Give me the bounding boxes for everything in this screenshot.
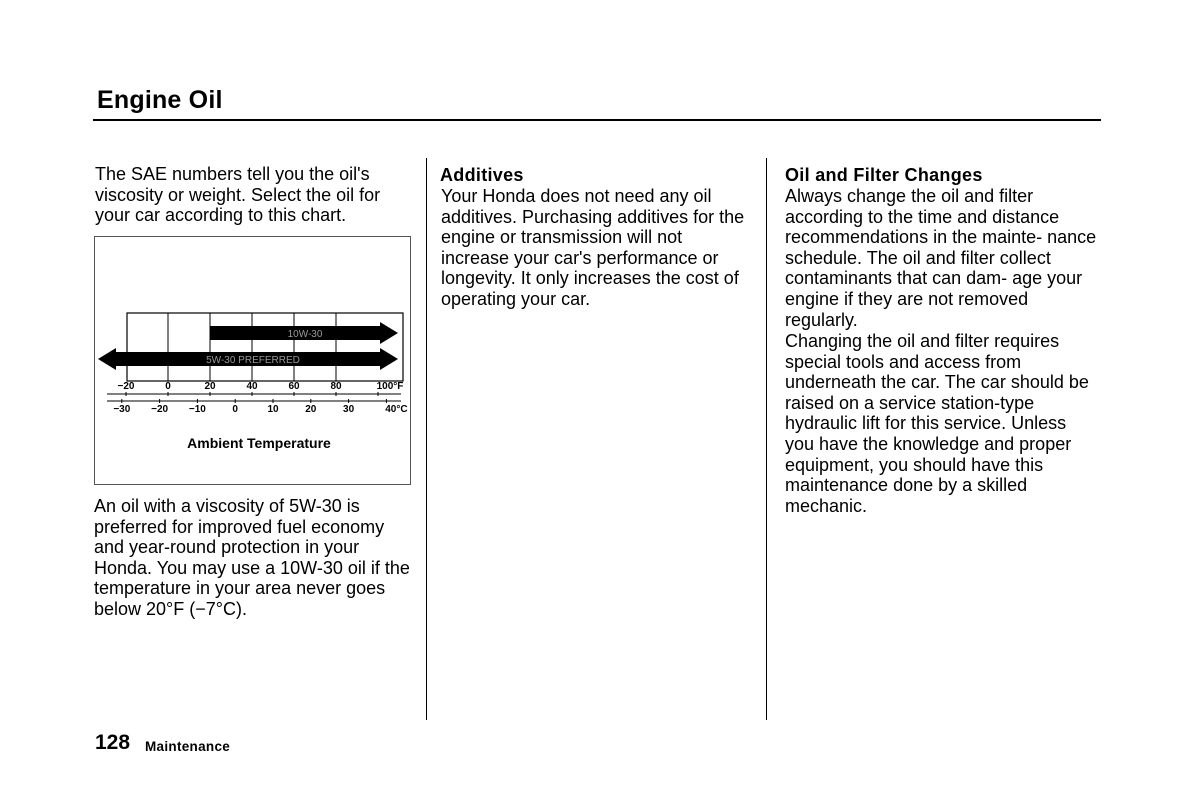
chart-caption: Ambient Temperature	[187, 435, 331, 451]
oil-filter-paragraph-2: Changing the oil and filter requires special tools and access from underneath the car. The car should be raised on a service station-type hydraulic lift for this service. Unless you have the knowledge and proper equipment, you should have this maintenance done by a skilled mechanic.	[785, 331, 1089, 516]
viscosity-bar-label: 10W-30	[287, 329, 323, 340]
section-name: Maintenance	[145, 739, 231, 754]
fahrenheit-tick-label: 80	[330, 381, 342, 392]
celsius-tick-label: 30	[343, 404, 355, 415]
oil-filter-heading: Oil and Filter Changes	[785, 165, 983, 185]
column-divider-2	[766, 158, 767, 720]
intro-paragraph: The SAE numbers tell you the oil's viscosity or weight. Select the oil for your car according to this chart.	[95, 164, 381, 226]
fahrenheit-tick-label: 40	[246, 381, 258, 392]
celsius-tick-label: −30	[113, 404, 131, 415]
viscosity-chart	[94, 236, 411, 485]
celsius-tick-label: 0	[232, 404, 238, 415]
viscosity-bar-label: 5W-30 PREFERRED	[206, 355, 300, 366]
column-divider-1	[426, 158, 427, 720]
viscosity-chart-svg	[95, 237, 410, 484]
oil-filter-paragraph-1: Always change the oil and filter according to the time and distance recommendations in the mainte- nance schedule. The oil and filter collect contaminants that can dam- age your engine if they are not removed regularly.	[785, 186, 1097, 330]
title-rule	[93, 119, 1101, 121]
fahrenheit-tick-label: 100°F	[376, 381, 404, 392]
fahrenheit-tick-label: 0	[165, 381, 171, 392]
fahrenheit-tick-label: −20	[117, 381, 135, 392]
celsius-tick-label: −10	[188, 404, 206, 415]
additives-paragraph: Your Honda does not need any oil additives. Purchasing additives for the engine or transmission will not increase your car's performance or longevity. It only increases the cost of operating your car.	[441, 186, 745, 309]
celsius-tick-label: 20	[305, 404, 317, 415]
celsius-tick-label: 10	[267, 404, 279, 415]
page-number: 128	[95, 731, 131, 754]
preferred-oil-paragraph: An oil with a viscosity of 5W-30 is preferred for improved fuel economy and year-round protection in your Honda. You may use a 10W-30 oil if the temperature in your area never goes below 20°F (−7°C).	[94, 496, 410, 619]
fahrenheit-tick-label: 20	[204, 381, 216, 392]
celsius-tick-label: 40°C	[385, 404, 408, 415]
fahrenheit-tick-label: 60	[288, 381, 300, 392]
page-title: Engine Oil	[97, 86, 223, 114]
additives-heading: Additives	[440, 165, 524, 185]
celsius-tick-label: −20	[151, 404, 169, 415]
